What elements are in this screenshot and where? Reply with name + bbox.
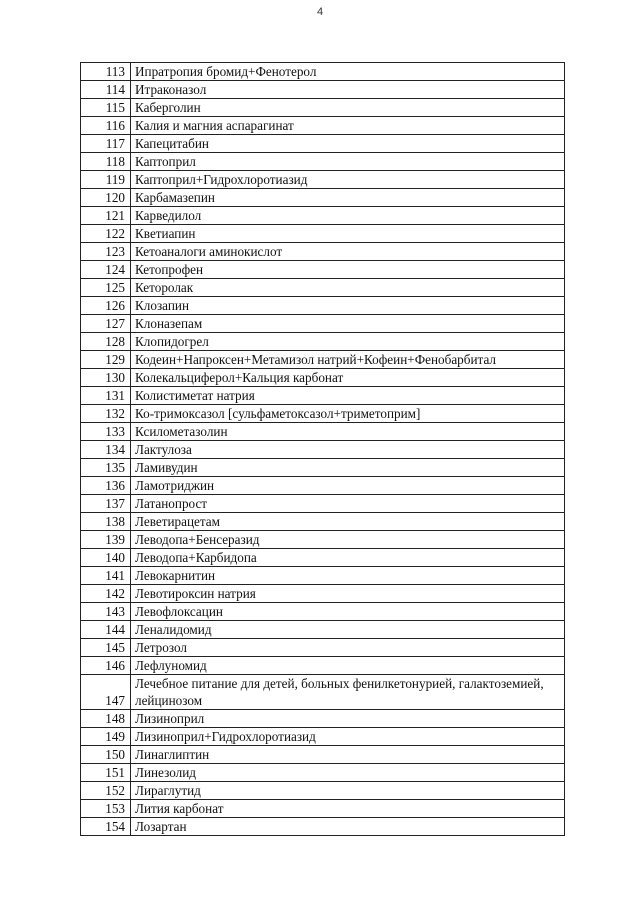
table-row [81,369,565,387]
drug-name-cell: Ксилометазолин [131,423,565,441]
row-number-cell: 126 [81,297,131,315]
drug-name-cell: Левокарнитин [131,567,565,585]
table-row [81,243,565,261]
row-number-cell: 117 [81,135,131,153]
table-row [81,315,565,333]
row-number-cell: 113 [81,63,131,81]
row-number-cell: 120 [81,189,131,207]
table-row [81,63,565,81]
row-number-cell: 152 [81,782,131,800]
table-row [81,531,565,549]
row-number-cell: 129 [81,351,131,369]
drug-table [80,62,565,836]
table-row [81,459,565,477]
table-row [81,405,565,423]
row-number-cell: 116 [81,117,131,135]
table-row [81,297,565,315]
table-row [81,135,565,153]
drug-name-cell: Ламивудин [131,459,565,477]
row-number-cell: 128 [81,333,131,351]
drug-name-cell: Каптоприл [131,153,565,171]
row-number-cell: 127 [81,315,131,333]
drug-name-cell: Клозапин [131,297,565,315]
table-row [81,153,565,171]
drug-name-cell: Каберголин [131,99,565,117]
row-number-cell: 130 [81,369,131,387]
table-row [81,261,565,279]
table-row [81,441,565,459]
drug-name-cell: Летрозол [131,639,565,657]
drug-name-cell: Кетоаналоги аминокислот [131,243,565,261]
table-row [81,477,565,495]
drug-table-body [81,63,565,836]
table-row [81,603,565,621]
drug-name-cell: Кетопрофен [131,261,565,279]
table-row [81,818,565,836]
drug-name-cell: Левотироксин натрия [131,585,565,603]
row-number-cell: 132 [81,405,131,423]
drug-name-cell: Леветирацетам [131,513,565,531]
table-row [81,351,565,369]
drug-name-cell: Карведилол [131,207,565,225]
table-row [81,513,565,531]
table-row [81,117,565,135]
row-number-cell: 145 [81,639,131,657]
table-row [81,189,565,207]
drug-name-cell: Линезолид [131,764,565,782]
table-row [81,639,565,657]
table-row [81,495,565,513]
row-number-cell: 146 [81,657,131,675]
drug-name-cell: Клопидогрел [131,333,565,351]
row-number-cell: 131 [81,387,131,405]
drug-name-cell: Линаглиптин [131,746,565,764]
drug-name-cell: Колистиметат натрия [131,387,565,405]
row-number-cell: 136 [81,477,131,495]
table-row [81,746,565,764]
drug-name-cell: Итраконазол [131,81,565,99]
page-number: 4 [316,6,324,18]
drug-name-cell: Лактулоза [131,441,565,459]
row-number-cell: 118 [81,153,131,171]
drug-name-cell: Ко-тримоксазол [сульфаметоксазол+триметоприм] [131,405,565,423]
drug-name-cell: Калия и магния аспарагинат [131,117,565,135]
table-row [81,333,565,351]
drug-name-cell: Лечебное питание для детей, больных фенилкетонурией, галактоземией, лейцинозом [131,675,565,710]
row-number-cell: 125 [81,279,131,297]
row-number-cell: 133 [81,423,131,441]
drug-name-cell: Леводопа+Карбидопа [131,549,565,567]
drug-name-cell: Каптоприл+Гидрохлоротиазид [131,171,565,189]
row-number-cell: 123 [81,243,131,261]
drug-name-cell: Леводопа+Бенсеразид [131,531,565,549]
drug-name-cell: Клоназепам [131,315,565,333]
row-number-cell: 124 [81,261,131,279]
table-row [81,549,565,567]
drug-name-cell: Левофлоксацин [131,603,565,621]
row-number-cell: 147 [81,675,131,710]
drug-name-cell: Лизиноприл+Гидрохлоротиазид [131,728,565,746]
table-row [81,423,565,441]
table-row [81,99,565,117]
row-number-cell: 148 [81,710,131,728]
row-number-cell: 141 [81,567,131,585]
table-row [81,81,565,99]
row-number-cell: 138 [81,513,131,531]
table-row [81,764,565,782]
table-row [81,387,565,405]
row-number-cell: 121 [81,207,131,225]
table-row [81,225,565,243]
row-number-cell: 137 [81,495,131,513]
table-row [81,800,565,818]
row-number-cell: 114 [81,81,131,99]
row-number-cell: 122 [81,225,131,243]
drug-name-cell: Лефлуномид [131,657,565,675]
drug-name-cell: Лозартан [131,818,565,836]
row-number-cell: 119 [81,171,131,189]
row-number-cell: 153 [81,800,131,818]
drug-name-cell: Капецитабин [131,135,565,153]
table-row [81,621,565,639]
drug-name-cell: Кветиапин [131,225,565,243]
table-row [81,171,565,189]
table-row [81,207,565,225]
row-number-cell: 134 [81,441,131,459]
drug-name-cell: Карбамазепин [131,189,565,207]
table-row [81,782,565,800]
table-row [81,657,565,675]
table-row [81,728,565,746]
row-number-cell: 142 [81,585,131,603]
drug-name-cell: Лизиноприл [131,710,565,728]
table-row [81,567,565,585]
drug-name-cell: Ипратропия бромид+Фенотерол [131,63,565,81]
row-number-cell: 150 [81,746,131,764]
drug-name-cell: Лираглутид [131,782,565,800]
drug-name-cell: Леналидомид [131,621,565,639]
drug-name-cell: Кеторолак [131,279,565,297]
table-row [81,710,565,728]
drug-name-cell: Латанопрост [131,495,565,513]
table-row [81,585,565,603]
row-number-cell: 140 [81,549,131,567]
table-row [81,675,565,710]
drug-name-cell: Кодеин+Напроксен+Метамизол натрий+Кофеин+Фенобарбитал [131,351,565,369]
row-number-cell: 144 [81,621,131,639]
drug-name-cell: Лития карбонат [131,800,565,818]
table-row [81,279,565,297]
row-number-cell: 143 [81,603,131,621]
row-number-cell: 115 [81,99,131,117]
row-number-cell: 154 [81,818,131,836]
row-number-cell: 149 [81,728,131,746]
row-number-cell: 139 [81,531,131,549]
drug-name-cell: Колекальциферол+Кальция карбонат [131,369,565,387]
drug-name-cell: Ламотриджин [131,477,565,495]
row-number-cell: 151 [81,764,131,782]
row-number-cell: 135 [81,459,131,477]
